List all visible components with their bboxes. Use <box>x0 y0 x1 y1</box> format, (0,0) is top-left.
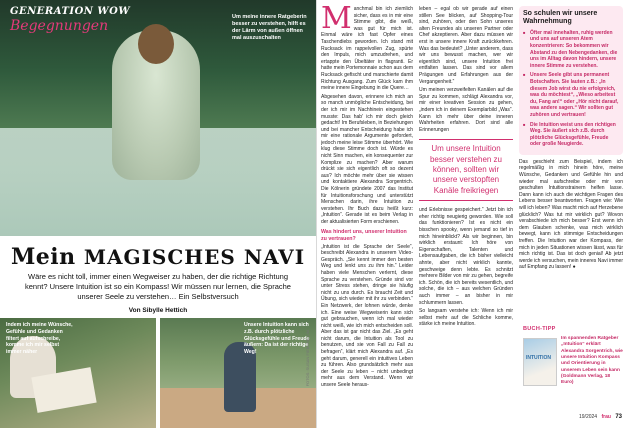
caption-bottom-left: Indem ich meine Wünsche, Gefühle und Gedanken filtert auf aufschreibe, komme ich mir selbst immer näher <box>6 322 73 355</box>
book-tip-label: BUCH-TIPP <box>523 326 556 332</box>
standfirst: Wäre es nicht toll, immer einen Wegweiser zu haben, der die richtige Richtung kennt? Unsere Intuition ist so ein Kompass! Wir müssen nur lernen, die Sprache unserer Seele zu verstehen… Ein Selbstversuch <box>25 272 291 301</box>
body-paragraph: Das geschieht zum Beispiel, indem ich regelmäßig in mich hinein höre, meine Wünsche, Gedanken und Gefühle hin und wieder mal aufschreibe oder mir von geschulten Intuitionstrainern helfen lasse. Dann kann ich auch die wichtigen Fragen des Lebens besser beantworten. Fragen wie: Wie will ich leben? Was macht mich auf Herzebene glücklich? Was tut mir wirklich gut? Wovon verabschiede ich mich besser? Erst wenn ich dem Glauben schenke, was mich wirklich bewegt, kann ich stimmige Entscheidungen treffen. Die Intuition war der Kompass, der mich in jeden Situationen wissen lässt, was für mich richtig ist. Das ist doch genial! Ab jetzt werde ich versuchen, mein inneres Navi immer auf Empfang zu lassen! ● <box>519 158 623 271</box>
body-paragraph: „Intuition ist die Sprache der Seele“, beschreibt Alexandra in unserem Video-Gespräch. „Sie kennt immer den besten Weg und lenkt uns zu ihm hin.“ Leider haben viele Menschen verlernt, diese Sprache zu verstehen. Gründe sind vor unter Stress stehen, dringe sie häufig nicht zu uns durch. Es braucht Zeit und Übung, sich wieder mit ihr zu verbinden.“ Ein Netzwerk, der lohnen würde, denke ich. Eine weise Wegweiserin kann sich gut gebrauchen, wenn ich mal wieder nicht weiß, wie ich mich entscheiden soll. Aber das ist gar nicht das Ziel. „Es geht nicht darum, die Intuition als Tool zu benutzen, und sie von Fall zu Fall zu befragen“, klärt mich Alexandra auf. „Es geht darum, generell ein intuitives Leben zu führen. Also grundsätzlich mehr aus der Seele zu leben – nicht unbedingt mehr aus dem Verstand. Wenn wir unsere Seele heraus- <box>321 243 413 389</box>
headline <box>0 244 316 270</box>
headline-part-a: Mein <box>10 244 84 270</box>
subheading: Was hindert uns, unserer Intuition zu vertrauen? <box>321 228 407 242</box>
body-paragraph: Abgesehen davon, erinnere ich mich an so manch unmögliche Entscheidung, bei der ich mir im Nachhinein eingestehen musste: Das hab' ich mir doch gleich gedacht! Im Berufsleben, in Beziehungen und bei mancher Entscheidung habe ich mir eine rationale Argumente gefordert, jedoch meine leise Stimme überhört. Wie klug diese Stimme doch ist. Würde es nicht Sinn machen, ein konsequenter zur Komplize zu machen? Aber warum drückt sie sich eigentlich oft so dezent aus? Ich möchte mehr über sie wissen und kontaktiere Alexandra Sorgentrich. Die Kölnerin gründete 2007 das Institut für Intuitionsforschung und unterstützt Menschen darin, ihre Intuition zu verstehen. Ihr Buch dazu heißt kurz: „Intuition“. Gerade ist es beim Verlag in der aktualisierten Form erschienen. <box>321 93 413 225</box>
headline-part-b: MAGISCHES NAVI <box>83 245 306 269</box>
column-2 <box>419 6 513 424</box>
tip-box-title: So schulen wir unsere Wahrnehmung <box>523 10 598 26</box>
tip-item: ■ Öfter mal innehalten, ruhig werden und uns auf unseren Atem konzentrieren: So bekommen wir Abstand zu den Nebengedanken, die uns im Alltag davon hindern, unsere innere Stimme zu verstehen. <box>523 30 619 70</box>
body-paragraph: So langsam verstehe ich: Wenn ich mir selbst mehr auf die Schliche komme, stärke ich meine Intuition. <box>419 308 513 328</box>
drop-cap: M <box>321 6 352 36</box>
section-kicker: GENERATION WOW <box>10 6 131 17</box>
book-tip-text: Im spannenden Ratgeber „Intuition“ erklärt Alexandra Sorgentrich, wie unsere Intuition Kompass und Orientierung in unserem Leben sein kann (Goldmann Verlag, 18 Euro) <box>561 336 623 386</box>
body-paragraph: leben – egal ob wir gerade auf einen stillen See blicken, auf Shopping-Tour sind, zuhören, oder den Sohn unseres alten Freundes als unseren Partner oder Chef akzeptieren. Aber dazu müssen wir erst in unsere innere Kraft zurückkehren. Was das bedeutet? „Unter anderem, dass wir uns bewusst machen, wer wir eigentlich sind, unsere Intuition frei entfalten lassen. Das sind vor allem Prägungen und Erfahrungen aus der Vergangenheit.“ <box>419 6 513 85</box>
tip-item: ■ Die Intuition weist uns den richtigen Weg. Sie äußert sich z.B. durch plötzliche Glücksgefühle, Freude oder große Neugierde. <box>523 122 619 148</box>
body-paragraph: Um meinen verzweifelten Kanälen auf die Spur zu kommen, schlägt Alexandra vor, mir einer kreativen Session zu gehen, „indem ich in deinem Exemplarbild „Was“. Kann ich mehr über deine inneren Wahrheiten erfahren. Dort sind alle Erinnerungen <box>419 87 513 133</box>
page-number: 73 <box>615 414 622 420</box>
book-tip <box>523 326 623 410</box>
caption-top: Um meine innere Ratgeberin besser zu verstehen, hilft es der Lärm von außen öffnen mal auszuschalten <box>232 14 307 42</box>
woman-hair <box>138 24 174 64</box>
section-script: Begegnungen <box>10 18 109 34</box>
pull-quote: Um unsere Intuition besser verstehen zu können, sollten wir unsere verstopften Kanäle freikriegen <box>419 139 513 201</box>
body-paragraph: und Erlebnisse gespeichert.“ Jetzt bin ich eher richtig neugierig geworden. Wie soll das funktionieren? Ist es nicht ein bisschen spooky, wenn jemand so tief in mich hineinblickt? Als wir beginnen, bin wirklich erstaunt: Ich höre von Eigenschaften, Talenten und Lebensaufgaben, die ich bisher vielleicht ahnte, aber nicht wirklich kannte, geschweige denn lebte. Es schnitzt mehrere Bilder von mir zu gehen, begreife ich. Schön, die ich bereits wesentlich, und solche, die ich – aus welchen Gründen auch immer – an bisher in mir schlummern lassen. <box>419 207 513 306</box>
book-cover-title: INTUITION <box>526 355 551 361</box>
book-cover <box>523 338 557 386</box>
caption-bottom-right: Unsere Intuition kann sich z.B. durch plötzliche Glücksgefühle und Freude äußern: Da ist der richtige Weg! <box>244 322 310 355</box>
column-1 <box>321 6 413 424</box>
photo-credit: FOTOS: SUSAN FIEBERBLUM <box>305 330 310 387</box>
issue-number: 19/2024 <box>579 414 598 420</box>
byline: Von Sibylle Hettich <box>128 307 188 314</box>
body-paragraph: Manchmal bin ich ziemlich sicher, dass es in mir eine Stimme gibt, die weiß, was gut für mich ist. Einmal wäre ich fast Opfer eines Taschendiebs geworden. Ich stand mit Rucksack im rappelvollen Zug, spürte den Impuls, mich umzudrehen, und ertappte den Übeltäter in flagranti. Er hatte mein Portemonnaie schon aus dem Rucksack gefischt und marschierte damit Richtung Ausgang. Zum Glück kam ihm meine innere Eingebung in die Quere… <box>321 6 413 92</box>
page-footer <box>579 414 622 420</box>
tip-item: ■ Unsere Seele gibt uns permanent Botschaften. Sie lauten z.B.: „In diesem Job wirst du nie erfolgreich, was du möchtest“, „Wieso arbeitest du, Fang an!“ oder „Hör nicht darauf, was andere sagen.“ Wir sollten gut zuhören und vertrauen! <box>523 72 619 118</box>
right-page <box>316 0 626 428</box>
brand-logo: frau <box>601 414 611 420</box>
tip-box <box>519 6 623 155</box>
